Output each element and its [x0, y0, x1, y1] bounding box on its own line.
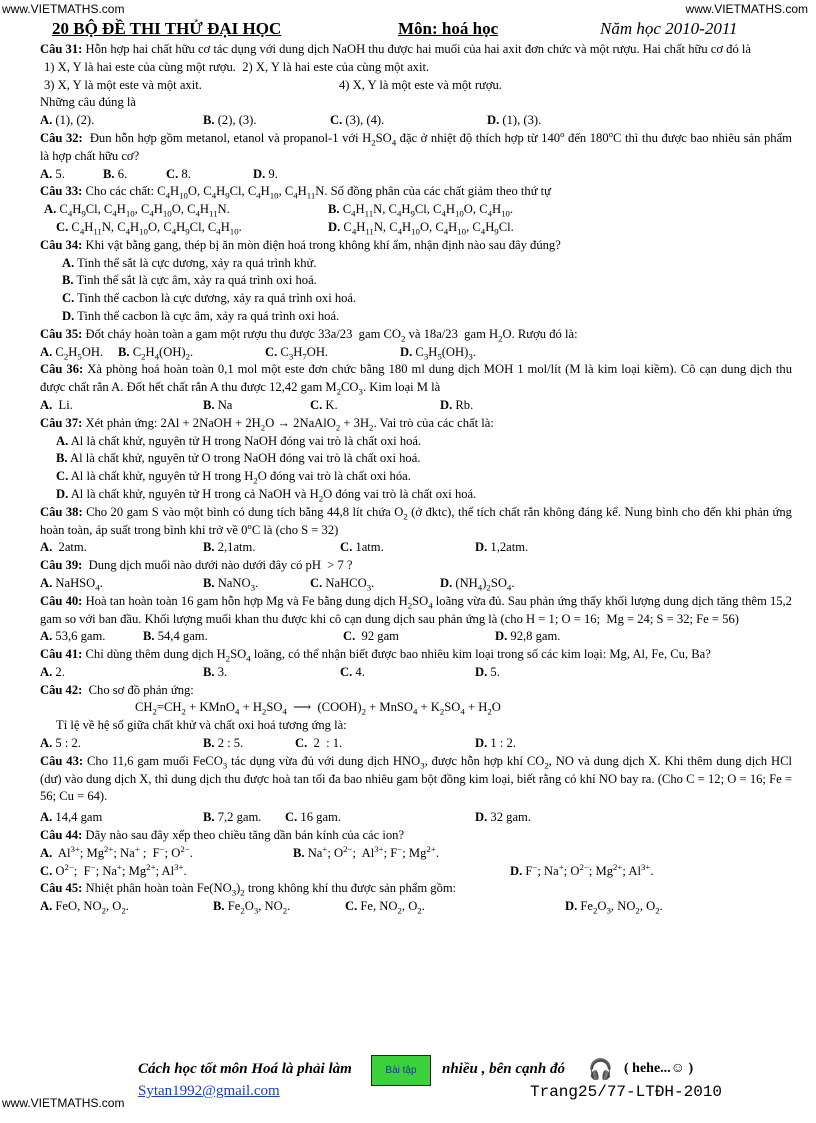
footer-text-continued: nhiều , bên cạnh đó — [442, 1061, 565, 1077]
answer-options: A. $Al^{3+}$; $Mg^{2+}$; Na+ ; F−; $O^{2-}$. B. Na+; $O^{2-}$; $Al^{3+}$; F−; $Mg^{2+}$. — [40, 843, 439, 860]
page-title: 20 BỘ ĐỀ THI THỬ ĐẠI HỌC — [52, 19, 282, 38]
answer-options: A. 5. B. 6. C. 8. D. 9. — [40, 166, 278, 181]
page-number: Trang25/77-LTĐH-2010 — [530, 1083, 723, 1101]
school-year: Năm học 2010-2011 — [600, 19, 738, 38]
question-32: Câu 32: Đun hỗn hợp gồm metanol, etanol và propanol-1 với $H_2SO_4$ đặc ở nhiệt độ thích hợp từ 140$^o$ đến 180$^o$C thì thu được bao nhiêu sản phẩm là hợp chất hữu cơ? — [40, 128, 792, 163]
answer-options: C. $C_4H_{11}N$, $C_4H_{10}O$, $C_4H_9Cl$, $C_4H_{10}$. D. $C_4H_{11}N$, $C_4H_{10}O$, $C_4H_{10}$, $C_4H_9Cl$. — [56, 219, 514, 237]
subject-label: Môn: hoá học — [398, 19, 499, 38]
practice-badge: Bài tập — [371, 1055, 431, 1086]
answer-option: A. Al là chất khử, nguyên tử H trong NaOH đóng vai trò là chất oxi hoá. — [56, 433, 422, 448]
question-31: Câu 31: Hỗn hợp hai chất hữu cơ tác dụng với dung dịch NaOH thu được hai muối của hai axit đơn chức và một rượu. Hai chất hữu cơ đó là — [40, 42, 751, 56]
footer-smiley-text: ( hehe...☺ ) — [624, 1061, 694, 1076]
answer-options: A. $C_2H_5OH$. B. $C_2H_4(OH)_2$. C. $C_3H_7OH$. D. $C_3H_5(OH)_3$. — [40, 344, 476, 362]
answer-option: D. Al là chất khử, nguyên tử H trong cả NaOH và $H_2O$ đóng vai trò là chất oxi hoá. — [56, 486, 477, 504]
site-url-top-right: www.VIETMATHS.com — [685, 2, 808, 16]
question-40: Câu 40: Hoà tan hoàn toàn 16 gam hỗn hợp Mg và Fe bằng dung dịch $H_2SO_4$ loãng vừa đủ. Sau phản ứng thấy khối lượng dung dịch tăng thêm 15,2 gam so với ban đầu. Khối lượng muối khan thu được khi cô cạn dung dịch sau phản ứng là (cho H = 1; O = 16; Mg = 24; S = 32; Fe = 56) — [40, 593, 792, 626]
question-39: Câu 39: Dung dịch muối nào dưới nào dưới đây có pH > 7 ? — [40, 558, 353, 573]
question-43: Câu 43: Cho 11,6 gam muối FeCO$_3$ tác dụng vừa đủ với dung dịch $HNO_3$, được hỗn hợp khí $CO_2$, NO và dung dịch X. Khi thêm dung dịch HCl (dư) vào dung dịch X, thì dung dịch thu được hoà tan tối đa bao nhiêu gam bột đồng kim loại, biết rằng có khí NO bay ra. (Cho C = 12; O = 16; Fe = 56; Cu = 64). — [40, 753, 792, 804]
answer-option: C. Al là chất khử, nguyên tử H trong $H_2O$ đóng vai trò là chất oxi hóa. — [56, 469, 411, 486]
statement: Tỉ lệ về hệ số giữa chất khử và chất oxi hoá tương ứng là: — [56, 718, 347, 733]
answer-options: A. 5 : 2. B. 2 : 5. C. 2 : 1. D. 1 : 2. — [40, 736, 516, 751]
answer-options: A. $C_4H_9Cl$, $C_4H_{10}$, $C_4H_{10}O$, $C_4H_{11}N$. B. $C_4H_{11}N$, $C_4H_9Cl$, $C_4H_{10}O$, $C_4H_{10}$. — [44, 202, 514, 219]
answer-options: A. 53,6 gam. B. 54,4 gam. C. 92 gam D. 92,8 gam. — [40, 629, 561, 644]
question-38: Câu 38: Cho 20 gam S vào một bình có dung tích bằng 44,8 lít chứa $O_2$ (ở đktc), thể tích chất rắn không đáng kể. Nung bình cho đến khi phản ứng hoàn toàn, áp suất trong bình khi trở về 0$^o$C là (cho S = 32) — [40, 504, 792, 537]
answer-option: B. Al là chất khử, nguyên tử O trong NaOH đóng vai trò là chất oxi hoá. — [56, 451, 421, 466]
site-url-top-left: www.VIETMATHS.com — [2, 2, 125, 16]
question-33: Câu 33: Cho các chất: $C_4H_{10}O$, $C_4H_9Cl$, $C_4H_{10}$, $C_4H_{11}N$. Số đồng phân của các chất giảm theo thứ tự — [40, 184, 552, 201]
question-45: Câu 45: Nhiệt phân hoàn toàn $Fe(NO_3)_2$ trong không khí thu được sản phẩm gồm: — [40, 881, 457, 898]
question-36: Câu 36: Xà phòng hoá hoàn toàn 0,1 mol một este đơn chức bằng 180 ml dung dịch MOH 1 mol/lít (M là kim loại kiềm). Cô cạn dung dịch thu được chất rắn A. Đốt hết chất rắn A thu được 12,42 gam $M_2CO_3$. Kim loại M là — [40, 362, 792, 397]
question-42: Câu 42: Cho sơ đồ phản ứng: — [40, 682, 194, 697]
answer-options: A. 2atm. B. 2,1atm. C. 1atm. D. 1,2atm. — [40, 540, 529, 555]
reaction-equation: $CH_2=CH_2$ + KMnO$_4$ + $H_2SO_4$ ⟶ $(COOH)_2$ + MnSO$_4$ + $K_2SO_4 + H_2O$ — [135, 700, 501, 717]
question-35: Câu 35: Đốt cháy hoàn toàn a gam một rượu thu được 33a/23 gam $CO_2$ và 18a/23 gam $H_2O$. Rượu đó là: — [40, 326, 578, 344]
statement: Những câu đúng là — [40, 95, 137, 110]
question-44: Câu 44: Dãy nào sau đây xếp theo chiều tăng dần bán kính của các ion? — [40, 828, 405, 843]
answer-option: A. Tinh thể sắt là cực dương, xảy ra quá trình khử. — [62, 255, 317, 270]
answer-options: A. NaHSO$_4$. B. NaNO$_3$. C. NaHCO$_3$. D. $(NH_4)_2SO_4$. — [40, 575, 515, 593]
answer-options: A. (1), (2). B. (2), (3). C. (3), (4). D. (1), (3). — [40, 113, 542, 128]
answer-option: C. Tinh thể cacbon là cực dương, xảy ra quá trình oxi hoá. — [62, 291, 357, 306]
footer-text: Cách học tốt môn Hoá là phải làm — [138, 1061, 352, 1077]
questions — [40, 41, 792, 916]
answer-options: A. Li. B. Na C. K. D. Rb. — [40, 397, 474, 412]
question-37: Câu 37: Xét phản ứng: 2Al + 2NaOH + $2H_2O$ → 2NaAlO$_2$ + $3H_2$. Vai trò của các chất là: — [40, 415, 494, 433]
question-34: Câu 34: Khi vật bằng gang, thép bị ăn mòn điện hoá trong không khí ẩm, nhận định nào sau đây đúng? — [40, 237, 561, 252]
answer-option: B. Tinh thể sắt là cực âm, xảy ra quá trình oxi hoá. — [62, 273, 317, 288]
answer-options: A. FeO, $NO_2$, $O_2$. B. $Fe_2O_3$, $NO_2$. C. Fe, $NO_2$, $O_2$. D. $Fe_2O_3$, $NO_2$, $O_2$. — [40, 899, 663, 916]
answer-options: A. 14,4 gam B. 7,2 gam. C. 16 gam. D. 32 gam. — [40, 810, 531, 825]
answer-option: D. Tinh thể cacbon là cực âm, xảy ra quá trình oxi hoá. — [62, 308, 340, 323]
headphone-icon: 🎧 — [588, 1059, 613, 1081]
statement: 1) X, Y là hai este của cùng một rượu. 2) X, Y là hai este của cùng một axit. — [44, 59, 430, 74]
answer-options: C. $O^{2-}$; F−; Na+; $Mg^{2+}$; $Al^{3+}$. D. F−; Na+; $O^{2-}$; $Mg^{2+}$; $Al^{3+}$. — [40, 861, 654, 878]
statement: 3) X, Y là một este và một axit. 4) X, Y là một este và một rượu. — [44, 77, 502, 92]
answer-options: A. 2. B. 3. C. 4. D. 5. — [40, 664, 500, 679]
site-url-bottom-left: www.VIETMATHS.com — [2, 1096, 125, 1110]
question-41: Câu 41: Chỉ dùng thêm dung dịch $H_2SO_4$ loãng, có thể nhận biết được bao nhiêu kim loại trong số các kim loại: Mg, Al, Fe, Cu, Ba? — [40, 647, 711, 664]
email-link[interactable]: Sytan1992@gmail.com — [138, 1083, 280, 1099]
